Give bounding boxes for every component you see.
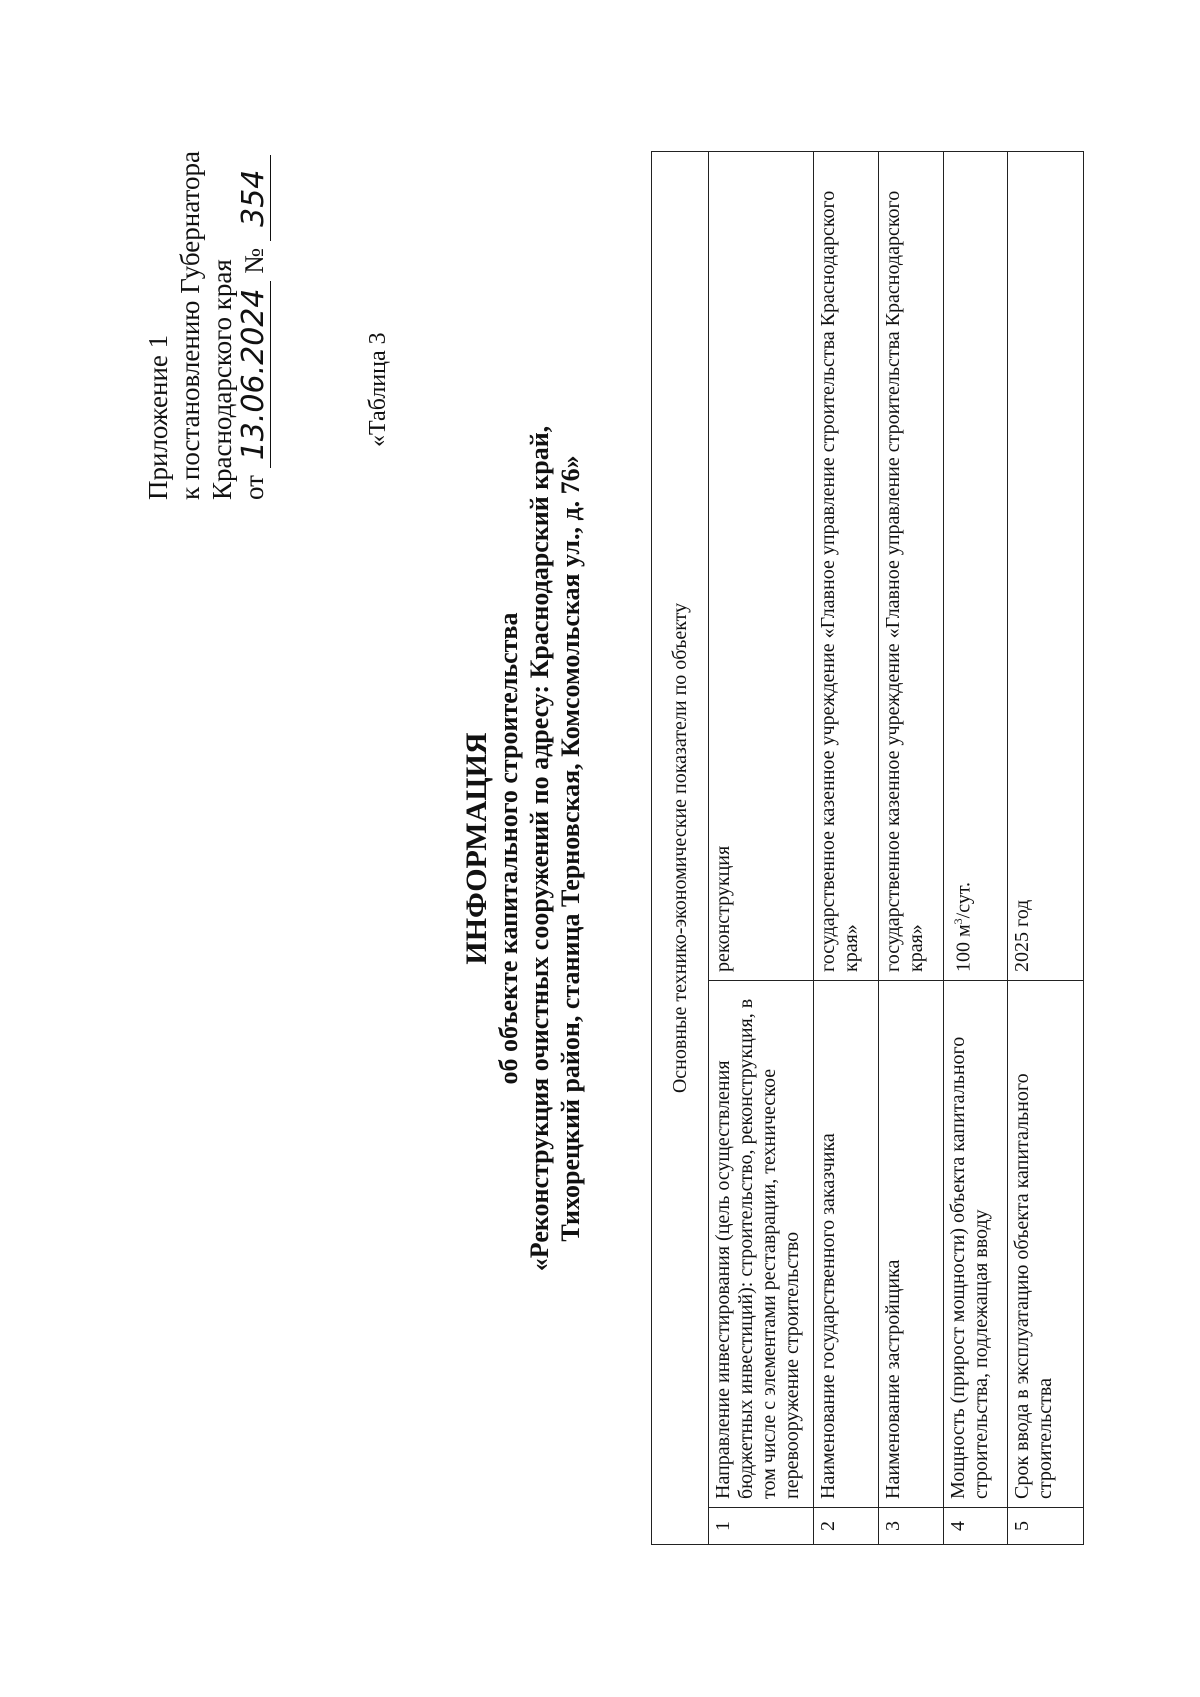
object-name-line-2: Тихорецкий район, станица Терновская, Комсомольская ул., д. 76» [556,455,585,1242]
row-number: 5 [1008,1508,1084,1545]
row-parameter: Срок ввода в эксплуатацию объекта капитального строительства [1008,981,1084,1508]
title-block [460,0,586,1697]
appendix-date-line [238,151,271,500]
indicators-table [651,151,1084,1545]
row-value: 2025 год [1008,152,1084,981]
row-value [944,152,1008,981]
row-parameter: Наименование застройщика [879,981,944,1508]
document-title: ИНФОРМАЦИЯ [460,732,493,965]
table-row [944,152,1008,1545]
table-row [1008,152,1084,1545]
date-prefix: от [239,475,269,500]
table-label: «Таблица 3 [365,332,391,447]
appendix-block [142,151,271,500]
table-row [814,152,879,1545]
capacity-unit: /сут. [952,881,975,919]
appendix-line-2: к постановлению Губернатора [175,151,205,500]
handwritten-number: 354 [238,155,271,241]
row-number: 1 [709,1508,814,1545]
number-prefix: № [239,248,269,274]
row-number: 2 [814,1508,879,1545]
appendix-line-1: Приложение 1 [143,334,173,500]
row-parameter: Наименование государственного заказчика [814,981,879,1508]
row-value: государственное казенное учреждение «Главное управление строительства Краснодарского края» [814,152,879,981]
row-parameter: Мощность (прирост мощности) объекта капитального строительства, подлежащая вводу [944,981,1008,1508]
capacity-superscript: 3 [951,918,965,925]
row-number: 4 [944,1508,1008,1545]
row-value: государственное казенное учреждение «Главное управление строительства Краснодарского края» [879,152,944,981]
row-number: 3 [879,1508,944,1545]
table-row [709,152,814,1545]
handwritten-date: 13.06.2024 [238,281,271,469]
capacity-number: 100 м [952,924,975,972]
object-name-line-1: «Реконструкция очистных сооружений по адресу: Краснодарский край, [525,425,554,1272]
row-parameter: Направление инвестирования (цель осуществления бюджетных инвестиций): строительство, реконструкция, в том числе с элементами реставрации, техническое перевооружение строительство [709,981,814,1508]
table-row [879,152,944,1545]
row-value: реконструкция [709,152,814,981]
document-subtitle: об объекте капитального строительства [494,612,523,1085]
table-header: Основные технико-экономические показатели по объекту [652,152,709,1545]
appendix-line-3: Краснодарского края [207,259,237,500]
